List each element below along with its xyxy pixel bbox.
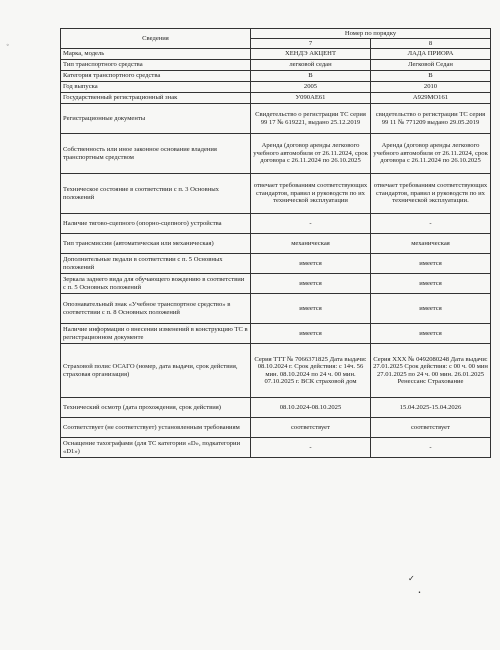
- table-row: [61, 324, 491, 344]
- row-label: Техническое состояние в соответствии с п. 3 Основных положений: [61, 174, 251, 214]
- row-value-col-8: имеется: [371, 294, 491, 324]
- row-value-col-7: -: [251, 438, 371, 458]
- table-row: [61, 344, 491, 398]
- row-label: Соответствует (не соответствует) установленным требованиям: [61, 418, 251, 438]
- row-value-col-7: 08.10.2024-08.10.2025: [251, 398, 371, 418]
- row-value-col-7: имеется: [251, 324, 371, 344]
- row-value-col-8: Легковой Седан: [371, 60, 491, 71]
- row-value-col-7: соответствует: [251, 418, 371, 438]
- row-value-col-7: ХЕНДЭ АКЦЕНТ: [251, 49, 371, 60]
- row-value-col-8: Серия ХХХ № 0492080248 Дата выдачи: 27.01.2025 Срок действия: с 00 ч. 00 мин 27.01.2025 по 24 ч. 00 мин. 26.01.2025 Ренессанс Страхование: [371, 344, 491, 398]
- row-value-col-7: имеется: [251, 254, 371, 274]
- row-value-col-8: имеется: [371, 274, 491, 294]
- row-value-col-7: Свидетельство о регистрации ТС серия 99 17 № 619221, выдано 25.12.2019: [251, 104, 371, 134]
- table-row: [61, 93, 491, 104]
- table-row: [61, 174, 491, 214]
- table-row: [61, 274, 491, 294]
- scan-mark: ✓: [408, 574, 415, 583]
- row-value-col-7: имеется: [251, 294, 371, 324]
- row-label: Оснащение тахографами (для ТС категории «D», подкатегории «D1»): [61, 438, 251, 458]
- table-row: [61, 418, 491, 438]
- row-value-col-8: отвечает требованиям соответствующих стандартов, правил и руководств по их технической эксплуатации.: [371, 174, 491, 214]
- row-value-col-7: B: [251, 71, 371, 82]
- row-value-col-8: свидетельство о регистрации ТС серия 99 11 № 771209 выдано 29.05.2019: [371, 104, 491, 134]
- row-label: Государственный регистрационный знак: [61, 93, 251, 104]
- table-row: [61, 71, 491, 82]
- row-value-col-8: B: [371, 71, 491, 82]
- table-row: [61, 398, 491, 418]
- header-svedeniya: Сведения: [61, 29, 251, 49]
- row-value-col-8: имеется: [371, 324, 491, 344]
- table-row: [61, 254, 491, 274]
- vehicle-info-table: [60, 28, 491, 458]
- row-value-col-7: Аренда (договор аренды легкового учебного автомобиля от 26.11.2024, срок договора с 26.11.2024 по 26.10.2025: [251, 134, 371, 174]
- row-value-col-7: -: [251, 214, 371, 234]
- vehicle-info-sheet: [60, 28, 490, 458]
- table-row: [61, 104, 491, 134]
- row-label: Категория транспортного средства: [61, 71, 251, 82]
- row-value-col-8: А929МО161: [371, 93, 491, 104]
- row-value-col-8: имеется: [371, 254, 491, 274]
- row-value-col-7: 2005: [251, 82, 371, 93]
- table-row: [61, 82, 491, 93]
- row-label: Марка, модель: [61, 49, 251, 60]
- row-value-col-7: отвечает требованиям соответствующих стандартов, правил и руководств по их технической эксплуатации: [251, 174, 371, 214]
- row-value-col-8: -: [371, 438, 491, 458]
- row-label: Тип транспортного средства: [61, 60, 251, 71]
- row-label: Дополнительные педали в соответствии с п. 5 Основных положений: [61, 254, 251, 274]
- row-value-col-7: механическая: [251, 234, 371, 254]
- row-value-col-7: У090АЕ61: [251, 93, 371, 104]
- scan-mark: ◦: [6, 42, 10, 49]
- header-col-7: 7: [251, 39, 371, 49]
- table-row: [61, 60, 491, 71]
- row-label: Опознавательный знак «Учебное транспортное средство» в соответствии с п. 8 Основных положений: [61, 294, 251, 324]
- header-nomer-po-poryadku: Номер по порядку: [251, 29, 491, 39]
- header-col-8: 8: [371, 39, 491, 49]
- scan-mark: •: [418, 590, 421, 596]
- table-row: [61, 214, 491, 234]
- row-value-col-7: легковой седан: [251, 60, 371, 71]
- row-label: Наличие тягово-сцепного (опорно-сцепного) устройства: [61, 214, 251, 234]
- row-label: Зеркала заднего вида для обучающего вождению в соответствии с п. 5 Основных положений: [61, 274, 251, 294]
- row-label: Год выпуска: [61, 82, 251, 93]
- row-value-col-8: 15.04.2025-15.04.2026: [371, 398, 491, 418]
- table-row: [61, 49, 491, 60]
- row-value-col-8: Аренда (договор аренды легкового учебного автомобиля от 26.11.2024, срок договора с 26.11.2024 по 26.10.2025: [371, 134, 491, 174]
- row-value-col-7: имеется: [251, 274, 371, 294]
- row-value-col-8: соответствует: [371, 418, 491, 438]
- row-label: Страховой полис ОСАГО (номер, дата выдачи, срок действия, страховая организация): [61, 344, 251, 398]
- row-label: Технический осмотр (дата прохождения, срок действия): [61, 398, 251, 418]
- table-row: [61, 438, 491, 458]
- row-label: Регистрационные документы: [61, 104, 251, 134]
- row-label: Собственность или иное законное основание владения транспортным средством: [61, 134, 251, 174]
- table-row: [61, 134, 491, 174]
- row-value-col-8: -: [371, 214, 491, 234]
- row-value-col-8: ЛАДА ПРИОРА: [371, 49, 491, 60]
- row-value-col-8: 2010: [371, 82, 491, 93]
- row-label: Наличие информации о внесении изменений в конструкцию ТС в регистрационном документе: [61, 324, 251, 344]
- table-row: [61, 234, 491, 254]
- row-value-col-8: механическая: [371, 234, 491, 254]
- row-label: Тип трансмиссии (автоматическая или механическая): [61, 234, 251, 254]
- table-row: [61, 294, 491, 324]
- row-value-col-7: Серия ТТТ № 7066371825 Дата выдачи: 08.10.2024 г. Срок действия: с 14ч. 56 мин. 08.10.2024 по 24 ч. 00 мин. 07.10.2025 г. ВСК страховой дом: [251, 344, 371, 398]
